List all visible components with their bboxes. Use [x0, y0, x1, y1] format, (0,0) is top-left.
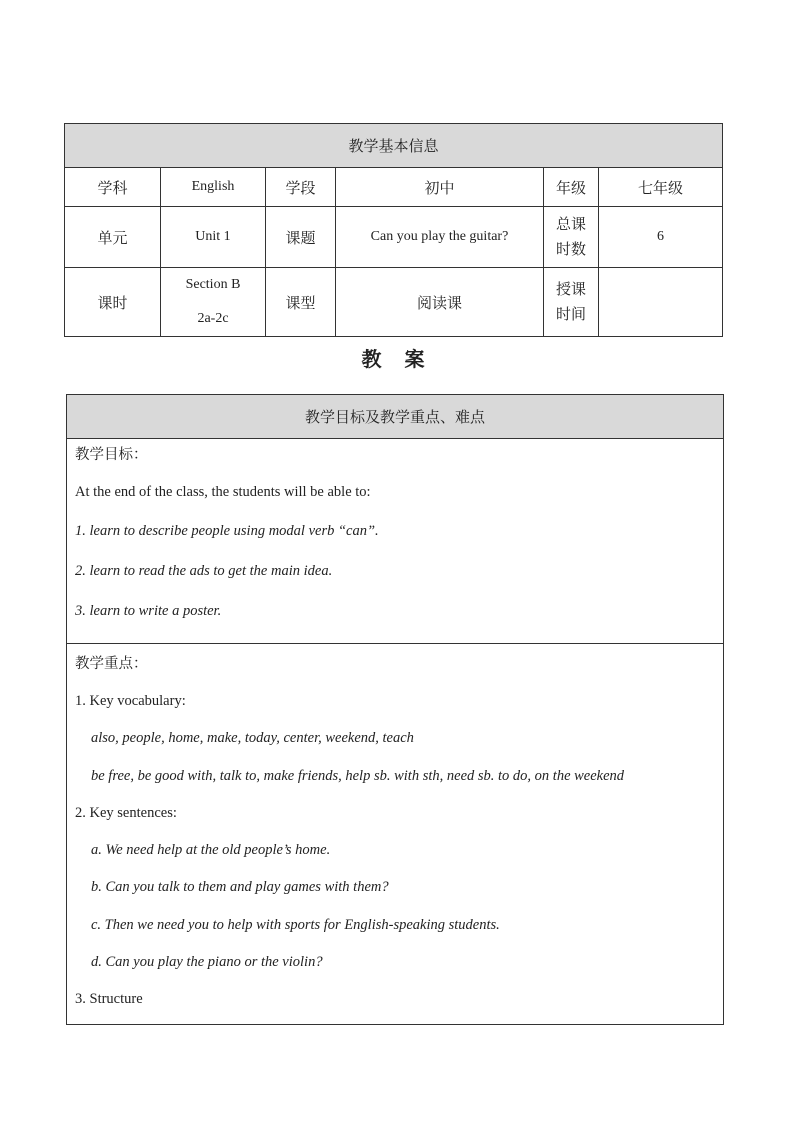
- objectives-intro: At the end of the class, the students will be able to:: [75, 484, 371, 500]
- class-time-label: [544, 268, 599, 337]
- key-points-section: [67, 644, 724, 1025]
- key-sentence: c. Then we need you to help with sports for English-speaking students.: [91, 917, 500, 933]
- unit-value: Unit 1: [161, 207, 266, 268]
- lesson-label: 课时: [65, 268, 161, 337]
- total-hours-label-line1: 总课: [555, 215, 586, 233]
- objectives-section: [67, 439, 724, 644]
- grade-value: 七年级: [599, 168, 723, 207]
- subject-value: English: [161, 168, 266, 207]
- class-time-value: [599, 268, 723, 337]
- key-sentence: a. We need help at the old people’s home.: [91, 842, 331, 858]
- lesson-value-line1: Section B: [185, 277, 241, 292]
- type-label: 课型: [266, 268, 336, 337]
- basic-info-table: [64, 123, 723, 337]
- key-sentence: b. Can you talk to them and play games with them?: [91, 879, 389, 895]
- key-sentence: d. Can you play the piano or the violin?: [91, 954, 323, 970]
- type-value: 阅读课: [336, 268, 544, 337]
- structure-title: 3. Structure: [75, 991, 143, 1007]
- document-title: 教 案: [361, 347, 433, 371]
- total-hours-value: 6: [599, 207, 723, 268]
- vocabulary-words: also, people, home, make, today, center, weekend, teach: [91, 730, 414, 746]
- topic-label: 课题: [266, 207, 336, 268]
- vocabulary-phrases: be free, be good with, talk to, make friends, help sb. with sth, need sb. to do, on the weekend: [91, 768, 625, 784]
- topic-value: Can you play the guitar?: [336, 207, 544, 268]
- unit-label: 单元: [65, 207, 161, 268]
- total-hours-label: [544, 207, 599, 268]
- class-time-label-line2: 时间: [555, 305, 586, 323]
- lesson-plan-table: [66, 394, 724, 1025]
- stage-label: 学段: [266, 168, 336, 207]
- sentences-title: 2. Key sentences:: [75, 805, 177, 821]
- objective-item: 2. learn to read the ads to get the main idea.: [75, 563, 333, 579]
- plan-header: 教学目标及教学重点、难点: [67, 395, 724, 439]
- objectives-heading: 教学目标：: [75, 447, 148, 463]
- grade-label: 年级: [544, 168, 599, 207]
- key-points-heading: 教学重点：: [75, 656, 148, 672]
- basic-info-header: 教学基本信息: [65, 124, 723, 168]
- total-hours-label-line2: 时数: [555, 240, 586, 258]
- subject-label: 学科: [65, 168, 161, 207]
- lesson-value: [161, 268, 266, 337]
- objective-item: 3. learn to write a poster.: [75, 603, 222, 619]
- lesson-value-line2: 2a-2c: [197, 311, 229, 326]
- objective-item: 1. learn to describe people using modal verb “can”.: [75, 523, 379, 539]
- stage-value: 初中: [336, 168, 544, 207]
- vocabulary-title: 1. Key vocabulary:: [75, 693, 186, 709]
- class-time-label-line1: 授课: [555, 280, 586, 298]
